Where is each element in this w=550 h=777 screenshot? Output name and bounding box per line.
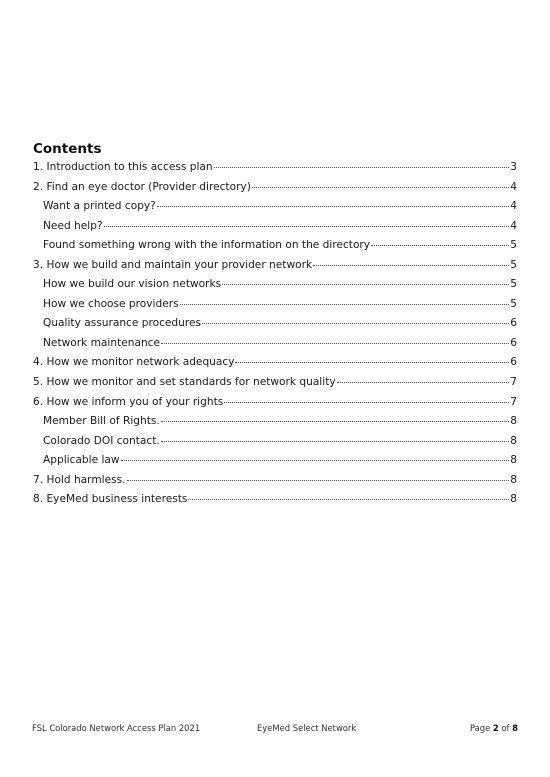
toc-entry[interactable] — [33, 490, 517, 510]
toc-entry-page: 5 — [510, 278, 517, 291]
toc-dot-leader — [214, 167, 510, 168]
footer-page-of: of — [501, 723, 510, 733]
toc-entry[interactable] — [33, 256, 517, 276]
toc-entry-title: 6. How we inform you of your rights — [33, 395, 224, 408]
toc-entry[interactable] — [33, 178, 517, 198]
toc-entry[interactable] — [33, 197, 517, 217]
toc-entry-title: Found something wrong with the information on the directory — [43, 239, 371, 252]
toc-entry-title: 5. How we monitor and set standards for network quality — [33, 376, 336, 389]
toc-dot-leader — [222, 284, 509, 285]
toc-entry-page: 8 — [510, 434, 517, 447]
toc-dot-leader — [161, 441, 510, 442]
toc-entry[interactable] — [33, 275, 517, 295]
toc-entry-title: Want a printed copy? — [43, 200, 156, 213]
toc-entry[interactable] — [33, 471, 517, 491]
toc-dot-leader — [371, 245, 509, 246]
toc-entry-page: 6 — [510, 356, 517, 369]
footer-page-number — [470, 723, 518, 733]
toc-dot-leader — [121, 460, 510, 461]
footer-page-total: 8 — [512, 723, 518, 733]
toc-entry-title: 1. Introduction to this access plan — [33, 161, 213, 173]
toc-entry[interactable] — [33, 432, 517, 452]
toc-entry[interactable] — [33, 393, 517, 413]
toc-entry-page: 6 — [510, 317, 517, 330]
toc-dot-leader — [252, 187, 509, 188]
toc-dot-leader — [202, 323, 509, 324]
toc-entry-page: 8 — [510, 493, 517, 506]
table-of-contents — [33, 158, 517, 510]
toc-dot-leader — [337, 382, 510, 383]
toc-entry[interactable] — [33, 236, 517, 256]
toc-entry-page: 4 — [510, 219, 517, 232]
toc-entry-page: 4 — [510, 200, 517, 213]
toc-entry[interactable] — [33, 373, 517, 393]
toc-entry-title: Member Bill of Rights. — [43, 415, 160, 428]
toc-entry-page: 7 — [510, 376, 517, 389]
toc-entry-page: 5 — [510, 297, 517, 310]
page-footer — [32, 723, 518, 737]
toc-entry[interactable] — [33, 451, 517, 471]
toc-entry[interactable] — [33, 158, 517, 178]
toc-entry-title: 8. EyeMed business interests — [33, 493, 188, 506]
toc-dot-leader — [127, 480, 510, 481]
toc-entry[interactable] — [33, 353, 517, 373]
footer-page-label: Page — [469, 723, 491, 733]
toc-dot-leader — [235, 362, 509, 363]
toc-entry-page: 5 — [510, 258, 517, 271]
toc-dot-leader — [224, 402, 509, 403]
footer-document-title: FSL Colorado Network Access Plan 2021 — [32, 723, 201, 733]
toc-entry[interactable] — [33, 412, 517, 432]
contents-heading: Contents — [33, 141, 102, 157]
toc-entry-title: How we build our vision networks — [43, 278, 222, 291]
footer-page-current: 2 — [492, 723, 499, 733]
toc-entry-title: Network maintenance — [43, 336, 161, 349]
toc-entry-title: Colorado DOI contact. — [43, 434, 160, 447]
toc-entry-page: 6 — [510, 336, 517, 349]
toc-dot-leader — [180, 304, 510, 305]
toc-entry-title: Applicable law — [43, 454, 120, 467]
toc-entry-page: 3 — [510, 161, 517, 173]
toc-entry[interactable] — [33, 217, 517, 237]
toc-entry-page: 8 — [510, 415, 517, 428]
toc-entry-page: 4 — [510, 180, 517, 193]
toc-entry[interactable] — [33, 295, 517, 315]
toc-dot-leader — [313, 265, 509, 266]
toc-entry-title: 2. Find an eye doctor (Provider directory) — [33, 180, 251, 193]
toc-entry-title: 7. Hold harmless. — [33, 473, 126, 486]
toc-entry-page: 7 — [510, 395, 517, 408]
footer-network-name: EyeMed Select Network — [257, 723, 357, 733]
toc-entry-title: How we choose providers — [43, 297, 179, 310]
toc-entry-title: Quality assurance procedures — [43, 317, 202, 330]
toc-dot-leader — [157, 206, 509, 207]
toc-entry-title: Need help? — [43, 219, 103, 232]
toc-dot-leader — [161, 343, 509, 344]
toc-entry[interactable] — [33, 314, 517, 334]
toc-dot-leader — [188, 499, 509, 500]
toc-entry-page: 5 — [510, 239, 517, 252]
toc-entry-title: 4. How we monitor network adequacy — [33, 356, 235, 369]
toc-entry-page: 8 — [510, 473, 517, 486]
toc-dot-leader — [161, 421, 509, 422]
toc-entry-page: 8 — [510, 454, 517, 467]
toc-entry[interactable] — [33, 334, 517, 354]
toc-entry-title: 3. How we build and maintain your provider network — [33, 258, 313, 271]
toc-dot-leader — [104, 226, 510, 227]
